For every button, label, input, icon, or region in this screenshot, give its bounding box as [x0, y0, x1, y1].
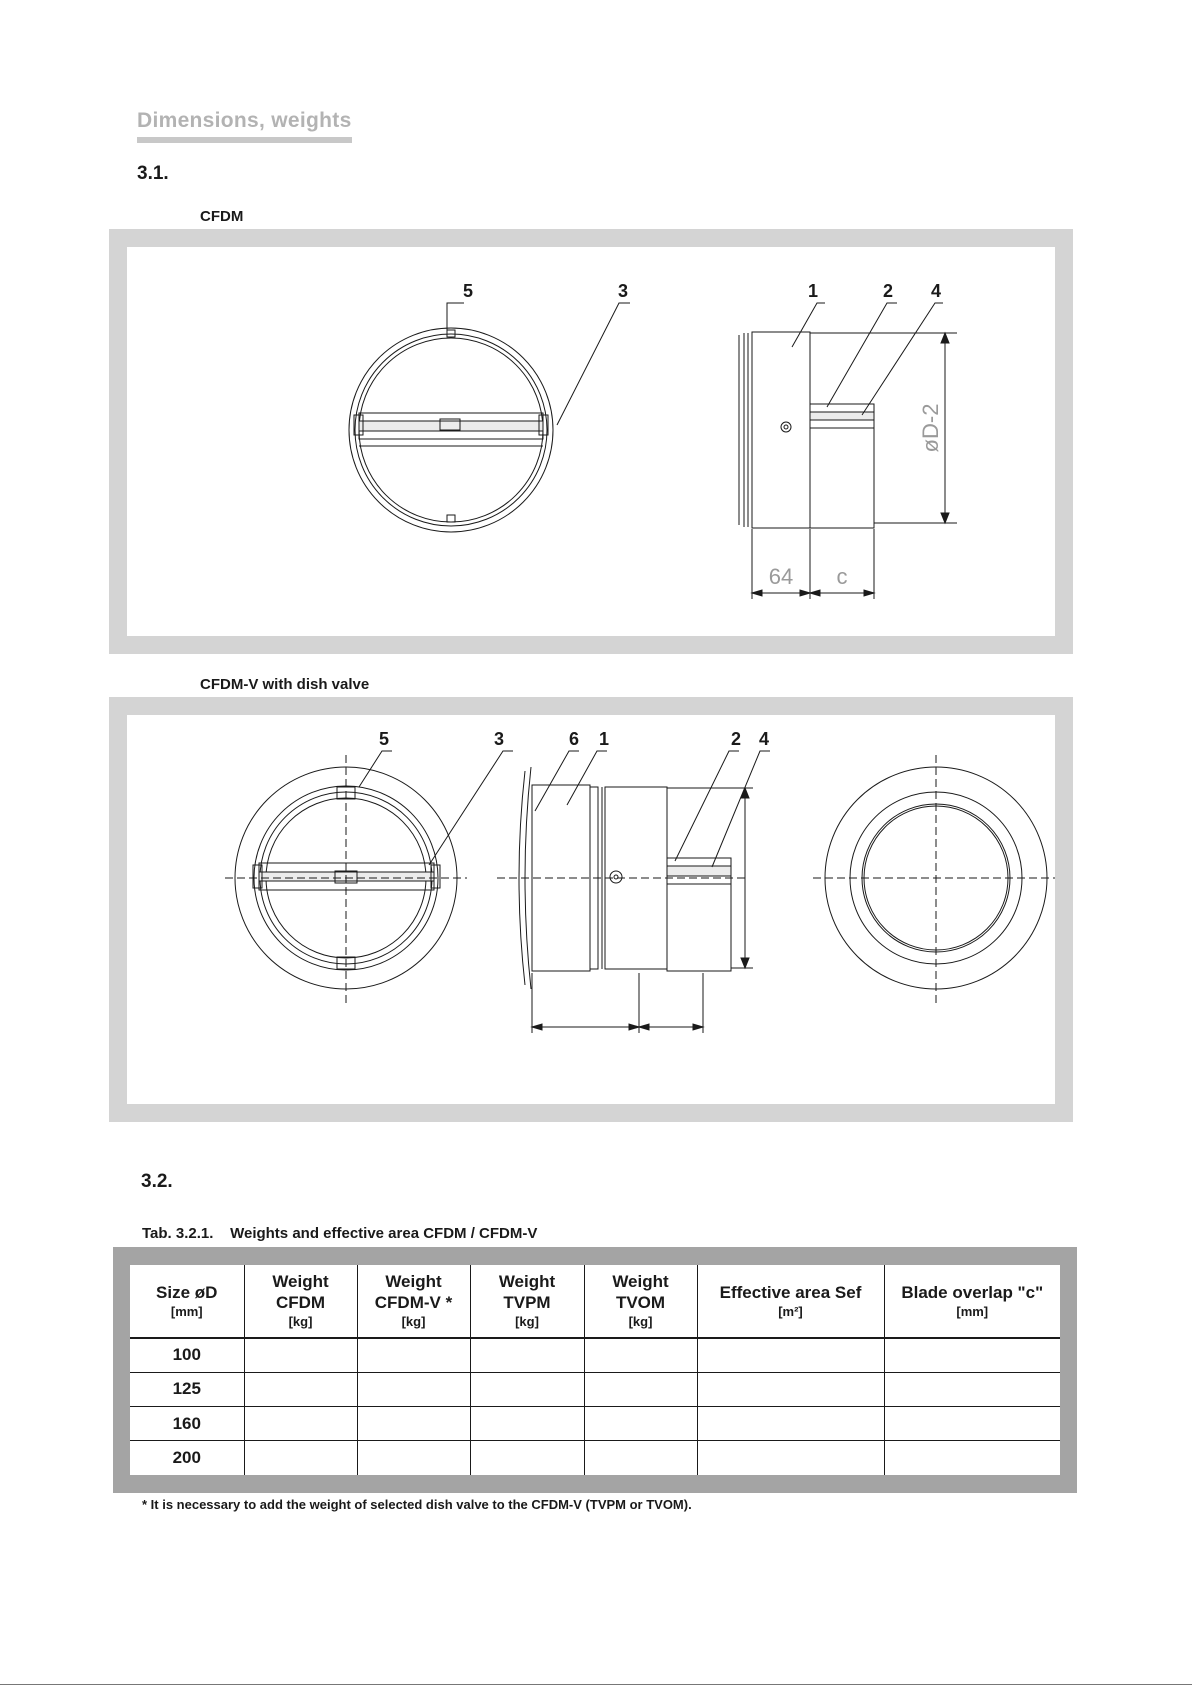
table-cell: [357, 1407, 470, 1441]
cfdm-v-technical-drawing: [127, 715, 1055, 1104]
figure1-panel: [109, 229, 1073, 654]
row-size-cell: 100: [130, 1338, 244, 1372]
table-cell: [357, 1441, 470, 1475]
callout-6: 6: [568, 729, 580, 749]
callout-5: 5: [462, 281, 474, 301]
dimension-c: c: [836, 564, 848, 589]
callout-2: 2: [730, 729, 742, 749]
column-header-weight-tvpm: Weight TVPM [kg]: [470, 1265, 584, 1338]
table-cell: [244, 1372, 357, 1406]
table-cell: [697, 1407, 884, 1441]
table-cell: [470, 1407, 584, 1441]
section-title: Dimensions, weights: [137, 108, 352, 143]
figure2-drawing-area: [127, 715, 1055, 1104]
table-cell: [244, 1407, 357, 1441]
callout-3: 3: [617, 281, 629, 301]
weights-table: [130, 1265, 1060, 1475]
table-row: [130, 1441, 1060, 1475]
table-cell: [584, 1441, 697, 1475]
callout-4: 4: [758, 729, 770, 749]
table-cell: [884, 1441, 1060, 1475]
table-cell: [357, 1338, 470, 1372]
dimension-64: 64: [768, 564, 794, 589]
table-row: [130, 1372, 1060, 1406]
table-cell: [584, 1407, 697, 1441]
table-cell: [697, 1441, 884, 1475]
table-cell: [470, 1338, 584, 1372]
row-size-cell: 200: [130, 1441, 244, 1475]
column-header-weight-tvom: Weight TVOM [kg]: [584, 1265, 697, 1338]
row-size-cell: 160: [130, 1407, 244, 1441]
dimension-diameter: øD-2: [918, 403, 943, 453]
row-size-cell: 125: [130, 1372, 244, 1406]
callout-3: 3: [493, 729, 505, 749]
table-cell: [697, 1338, 884, 1372]
table-cell: [584, 1372, 697, 1406]
callout-1: 1: [598, 729, 610, 749]
callout-2: 2: [882, 281, 894, 301]
figure2-caption: CFDM-V with dish valve: [200, 676, 370, 693]
subsection-number-3-2: 3.2.: [141, 1171, 173, 1192]
table-row: [130, 1407, 1060, 1441]
column-header-blade-overlap: Blade overlap "c" [mm]: [884, 1265, 1060, 1338]
table-cell: [470, 1372, 584, 1406]
callout-1: 1: [807, 281, 819, 301]
table-cell: [697, 1372, 884, 1406]
column-header-weight-cfdm: Weight CFDM [kg]: [244, 1265, 357, 1338]
column-header-effective-area: Effective area Sef [m²]: [697, 1265, 884, 1338]
table-cell: [470, 1441, 584, 1475]
cfdm-technical-drawing: [127, 247, 1055, 636]
figure1-caption: CFDM: [200, 208, 244, 225]
figure2-panel: [109, 697, 1073, 1122]
table-cell: [884, 1407, 1060, 1441]
table-header-row: [130, 1265, 1060, 1338]
table-cell: [357, 1372, 470, 1406]
callout-4: 4: [930, 281, 942, 301]
table-cell: [884, 1338, 1060, 1372]
column-header-size: Size øD [mm]: [130, 1265, 244, 1338]
figure1-drawing-area: [127, 247, 1055, 636]
table-footnote: * It is necessary to add the weight of selected dish valve to the CFDM-V (TVPM or TVOM).: [142, 1497, 692, 1512]
table-caption: Tab. 3.2.1. Weights and effective area CFDM / CFDM-V: [142, 1225, 538, 1242]
callout-5: 5: [378, 729, 390, 749]
table-cell: [244, 1338, 357, 1372]
table-cell: [884, 1372, 1060, 1406]
subsection-number-3-1: 3.1.: [137, 163, 169, 184]
column-header-weight-cfdm-v: Weight CFDM-V * [kg]: [357, 1265, 470, 1338]
table-row: [130, 1338, 1060, 1372]
table-cell: [584, 1338, 697, 1372]
table-cell: [244, 1441, 357, 1475]
